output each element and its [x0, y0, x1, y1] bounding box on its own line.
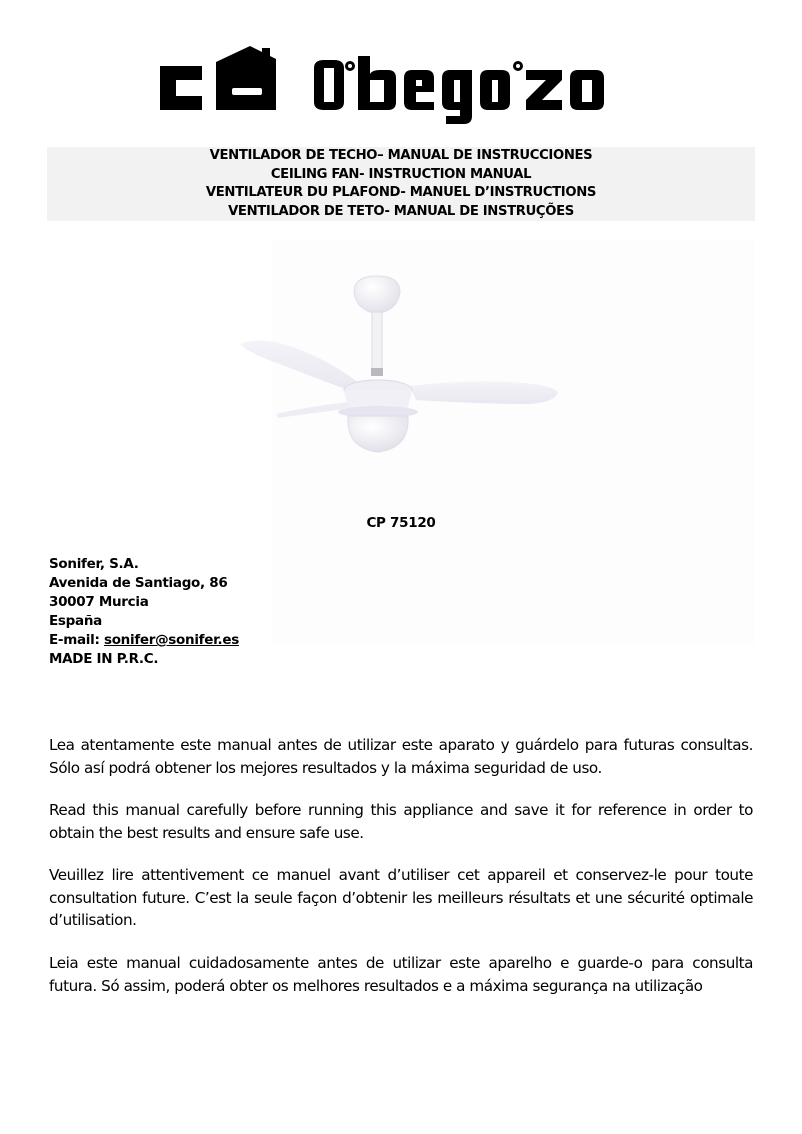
title-es: VENTILADOR DE TECHO– MANUAL DE INSTRUCCIONES — [209, 148, 593, 163]
country: España — [49, 613, 102, 629]
title-fr: VENTILATEUR DU PLAFOND- MANUEL D’INSTRUCTIONS — [205, 185, 597, 201]
street-address: Avenida de Santiago, 86 — [49, 575, 228, 591]
title-pt: VENTILADOR DE TETO- MANUAL DE INSTRUÇÕES — [228, 203, 574, 219]
company-name: Sonifer, S.A. — [49, 556, 139, 572]
ceiling-fan-icon — [230, 262, 560, 462]
ceiling-fan-image — [230, 262, 560, 462]
house-logo-icon — [158, 46, 644, 124]
company-address — [49, 555, 239, 669]
country-of-origin: MADE IN P.R.C. — [49, 651, 159, 667]
intro-paragraph-fr: Veuillez lire attentivement ce manuel avant d’utiliser cet appareil et conservez-le pour toute consultation future. C’est la seule façon d’obtenir les meilleurs résultats et une sécurité optimale d’utilisation. — [49, 866, 753, 930]
email-label: E-mail: — [49, 632, 104, 648]
intro-paragraph-pt: Leia este manual cuidadosamente antes de utilizar este aparelho e guarde-o para consulta futura. Só assim, poderá obter os melhores resultados e a máxima segurança na utilização — [49, 954, 753, 995]
email-link[interactable]: sonifer@sonifer.es — [103, 632, 239, 648]
city: 30007 Murcia — [49, 594, 149, 610]
brand-logo — [158, 46, 644, 124]
model-number: CP 75120 — [366, 515, 436, 531]
manual-title-band — [47, 147, 755, 221]
intro-paragraph-es: Lea atentamente este manual antes de utilizar este aparato y guárdelo para futuras consultas. Sólo así podrá obtener los mejores resultados y la máxima seguridad de uso. — [49, 736, 753, 777]
title-en: CEILING FAN- INSTRUCTION MANUAL — [270, 166, 532, 182]
intro-paragraph-en: Read this manual carefully before running this appliance and save it for reference in order to obtain the best results and ensure safe use. — [49, 801, 753, 842]
email-line — [49, 631, 239, 650]
